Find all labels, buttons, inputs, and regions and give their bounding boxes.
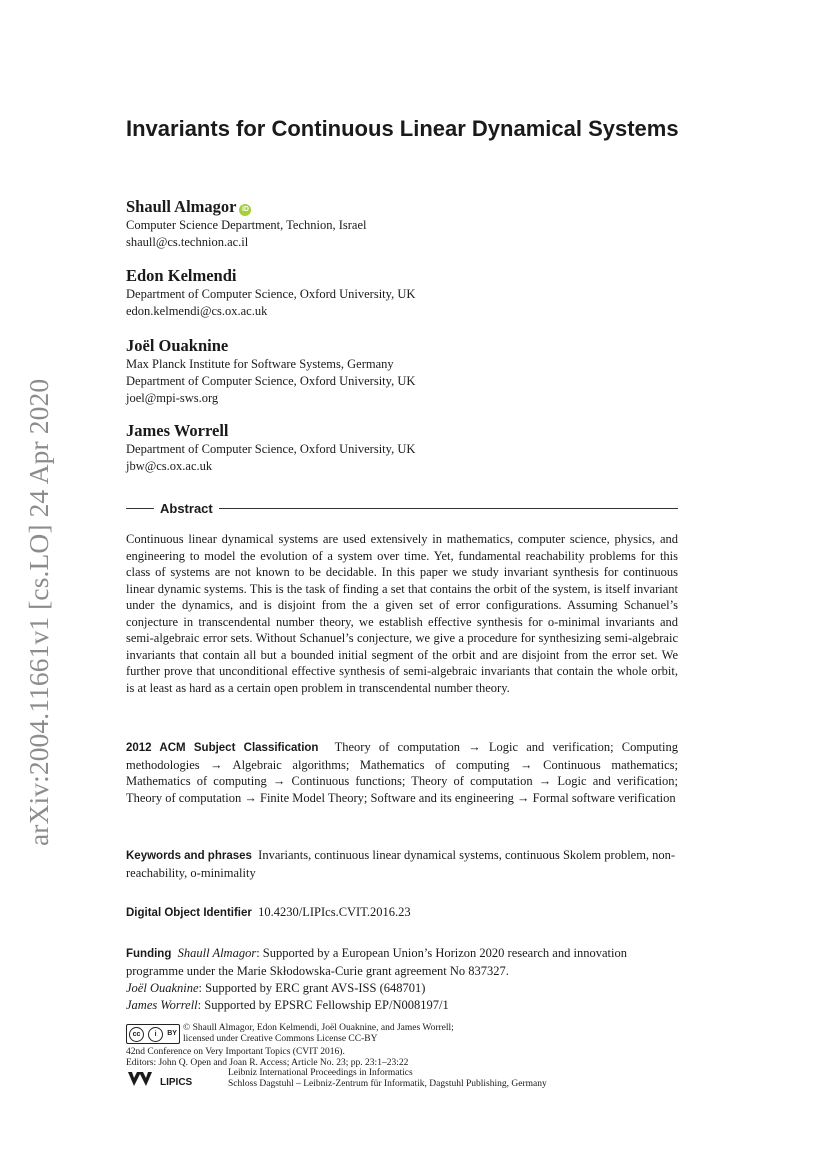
author-block-1 bbox=[126, 197, 686, 251]
heading-rule bbox=[126, 508, 154, 509]
author-email[interactable]: shaull@cs.technion.ac.il bbox=[126, 235, 249, 249]
keywords-heading: Keywords and phrases bbox=[126, 850, 252, 862]
lipics-logo-text: LIPICS bbox=[160, 1077, 193, 1088]
author-email[interactable]: joel@mpi-sws.org bbox=[126, 391, 219, 405]
funding-section bbox=[126, 945, 678, 1014]
paper-title: Invariants for Continuous Linear Dynamical Systems bbox=[126, 116, 679, 141]
funding-entry: Funding Shaull Almagor: Supported by a European Union’s Horizon 2020 research and innovation programme under the Marie Skłodowska-Curie grant agreement No 837327. bbox=[126, 946, 627, 978]
doi-heading: Digital Object Identifier bbox=[126, 907, 252, 919]
author-email[interactable]: edon.kelmendi@cs.ox.ac.uk bbox=[126, 304, 268, 318]
acm-heading: 2012 ACM Subject Classification bbox=[126, 742, 319, 754]
author-affiliation: Department of Computer Science, Oxford University, UK bbox=[126, 442, 416, 456]
author-name: Joël Ouaknine bbox=[126, 336, 229, 355]
lipics-logo-icon bbox=[126, 1068, 218, 1090]
author-block-2 bbox=[126, 266, 686, 320]
acm-text: Theory of computation → Logic and verification; Computing methodologies → Algebraic algorithms; Mathematics of computing → Continuous mathematics; Mathematics of computing → Continuous functions; Theory of computation → Logic and verification; Theory of computation → Finite Model Theory; Software and its engineering → Formal software verification bbox=[126, 740, 679, 805]
abstract-label: Abstract bbox=[160, 500, 213, 516]
acm-classification bbox=[126, 739, 678, 806]
author-email[interactable]: jbw@cs.ox.ac.uk bbox=[126, 459, 213, 473]
abstract-heading bbox=[126, 499, 678, 517]
keywords-text: Invariants, continuous linear dynamical systems, continuous Skolem problem, non-reachability, o-minimality bbox=[126, 848, 676, 880]
author-block-3 bbox=[126, 336, 686, 407]
author-affiliation: Department of Computer Science, Oxford University, UK bbox=[126, 287, 416, 301]
author-name: Shaull Almagor iD bbox=[126, 197, 686, 217]
cc-by-license-icon[interactable] bbox=[126, 1024, 180, 1044]
abstract-text: Continuous linear dynamical systems are used extensively in mathematics, computer science, physics, and engineering to model the evolution of a system over time. Yet, fundamental reachability problems for this class of systems are not known to be decidable. In this paper we study invariant synthesis for continuous linear dynamic systems. This is the task of finding a set that contains the orbit of the system, is itself invariant under the dynamics, and is disjoint from the a given set of error configurations. Assuming Schanuel’s conjecture in transcendental number theory, we establish effective synthesis for o-minimal invariants and semi-algebraic error sets. Without Schanuel’s conjecture, we give a procedure for synthesizing semi-algebraic invariants that contain all but a bounded initial segment of the orbit and are disjoint from the error set. We further prove that unconditional effective synthesis of semi-algebraic invariants that contain the whole orbit, is at least as hard as a certain open problem in transcendental number theory. bbox=[126, 532, 678, 695]
keywords bbox=[126, 847, 678, 881]
author-affiliation: Department of Computer Science, Oxford University, UK bbox=[126, 374, 416, 388]
copyright-text: © Shaull Almagor, Edon Kelmendi, Joël Ouaknine, and James Worrell; licensed under Creative Commons License CC-BY bbox=[183, 1023, 454, 1044]
funding-entry: Joël Ouaknine: Supported by ERC grant AVS-ISS (648701) bbox=[126, 981, 426, 995]
heading-rule bbox=[219, 508, 678, 509]
author-block-4 bbox=[126, 421, 686, 475]
author-name: Edon Kelmendi bbox=[126, 266, 237, 285]
author-affiliation: Max Planck Institute for Software Systems, Germany bbox=[126, 357, 394, 371]
doi-link[interactable]: 10.4230/LIPIcs.CVIT.2016.23 bbox=[258, 905, 411, 919]
conference-info: 42nd Conference on Very Important Topics (CVIT 2016). Editors: John Q. Open and Joan R. Access; Article No. 23; pp. 23:1–23:22 bbox=[126, 1047, 409, 1068]
by-label: BY bbox=[167, 1029, 177, 1037]
publisher-info: Leibniz International Proceedings in Informatics Schloss Dagstuhl – Leibniz-Zentrum für Informatik, Dagstuhl Publishing, Germany bbox=[228, 1068, 547, 1089]
doi bbox=[126, 904, 678, 922]
author-name: James Worrell bbox=[126, 421, 229, 440]
funding-entry: James Worrell: Supported by EPSRC Fellowship EP/N008197/1 bbox=[126, 998, 449, 1012]
attribution-icon: i bbox=[148, 1027, 163, 1042]
author-affiliation: Computer Science Department, Technion, Israel bbox=[126, 218, 367, 232]
orcid-icon[interactable]: iD bbox=[239, 204, 251, 216]
cc-icon: cc bbox=[129, 1027, 144, 1042]
arxiv-identifier-stamp: arXiv:2004.11661v1 [cs.LO] 24 Apr 2020 bbox=[23, 378, 54, 846]
funding-heading: Funding bbox=[126, 948, 172, 960]
